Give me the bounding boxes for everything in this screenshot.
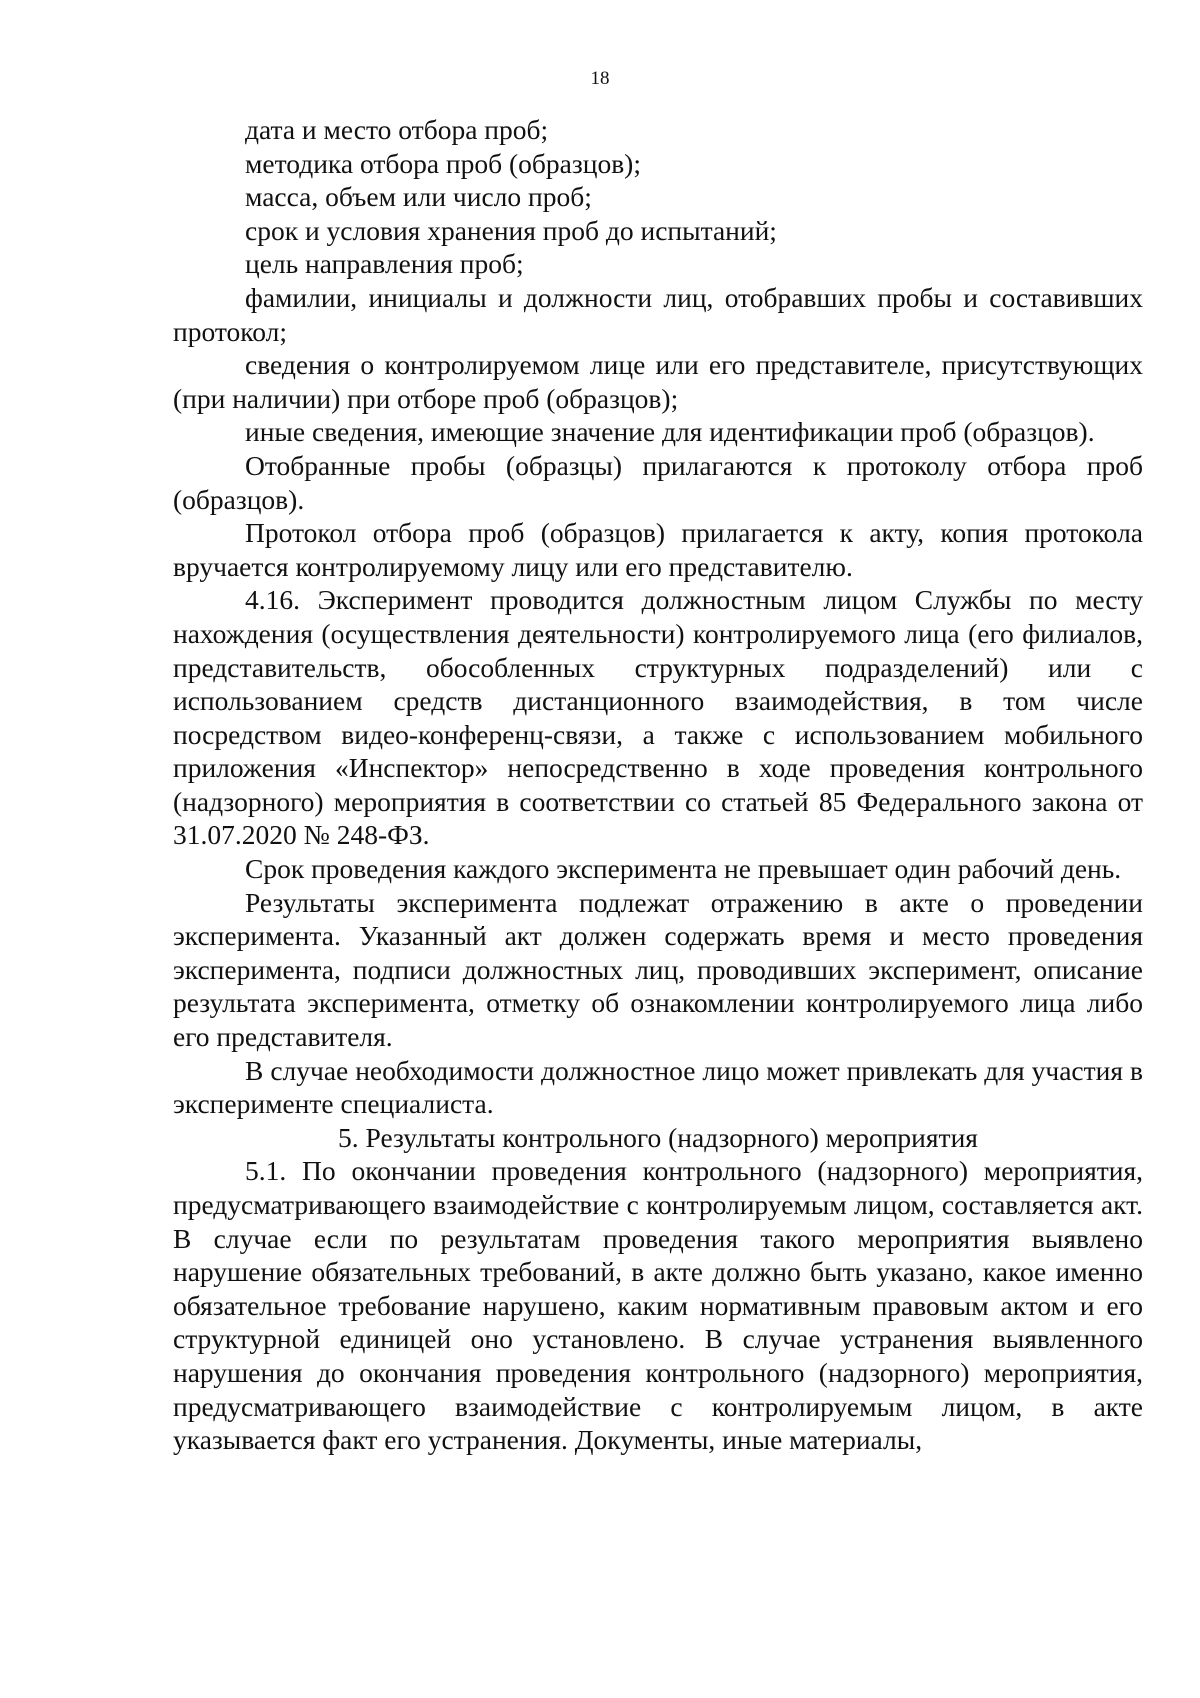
- paragraph-sampler-names: фамилии, инициалы и должности лиц, отобравших пробы и составивших протокол;: [173, 281, 1143, 347]
- paragraph-sample-purpose: цель направления проб;: [245, 248, 524, 280]
- paragraph-sampling-date: дата и место отбора проб;: [245, 114, 549, 145]
- paragraph-storage-terms: срок и условия хранения проб до испытаний;: [245, 214, 777, 246]
- paragraph-5-1-act: 5.1. По окончании проведения контрольного (надзорного) мероприятия, предусматривающего взаимодействие с контролируемым лицом, составляется акт. В случае если по результатам проведения такого мероприятия выявлено нарушение обязательных требований, в акте должно быть указано, какое именно обязательное требование нарушено, каким нормативным правовым актом и его структурной единицей оно установлено. В случае устранения выявленного нарушения до окончания проведения контрольного (надзорного) мероприятия, предусматривающего взаимодействие с контролируемым лицом, в акте указывается факт его устранения. Документы, иные материалы,: [173, 1155, 1143, 1456]
- paragraph-experiment-duration: Срок проведения каждого эксперимента не превышает один рабочий день.: [245, 853, 1122, 885]
- paragraph-sample-mass: масса, объем или число проб;: [245, 181, 592, 213]
- page-number: 18: [590, 68, 610, 89]
- paragraph-experiment-results: Результаты эксперимента подлежат отражению в акте о проведении эксперимента. Указанный акт должен содержать время и место проведения эксперимента, подписи должностных лиц, проводивших эксперимент, описание результата эксперимента, отметку об ознакомлении контролируемого лица либо его представителя.: [173, 886, 1143, 1053]
- paragraph-specialist-involvement: В случае необходимости должностное лицо может привлекать для участия в эксперименте специалиста.: [173, 1054, 1143, 1120]
- paragraph-protocol-attached: Протокол отбора проб (образцов) прилагается к акту, копия протокола вручается контролируемому лицу или его представителю.: [173, 517, 1143, 582]
- paragraph-4-16-experiment: 4.16. Эксперимент проводится должностным лицом Службы по месту нахождения (осуществления деятельности) контролируемого лица (его филиалов, представительств, обособленных структурных подразделений) или с использованием средств дистанционного взаимодействия, в том числе посредством видео-конференц-связи, а также с использованием мобильного приложения «Инспектор» непосредственно в ходе проведения контрольного (надзорного) мероприятия в соответствии со статьей 85 Федерального закона от 31.07.2020 № 248-ФЗ.: [173, 584, 1143, 851]
- paragraph-sampling-method: методика отбора проб (образцов);: [245, 147, 641, 179]
- document-body: [173, 113, 1143, 1457]
- paragraph-samples-attached: Отобранные пробы (образцы) прилагаются к протоколу отбора проб (образцов).: [173, 449, 1143, 515]
- paragraph-controlled-person-info: сведения о контролируемом лице или его представителе, присутствующих (при наличии) при отборе проб (образцов);: [173, 349, 1143, 414]
- section-heading: 5. Результаты контрольного (надзорного) мероприятия: [338, 1121, 978, 1153]
- paragraph-other-info: иные сведения, имеющие значение для идентификации проб (образцов).: [245, 416, 1095, 448]
